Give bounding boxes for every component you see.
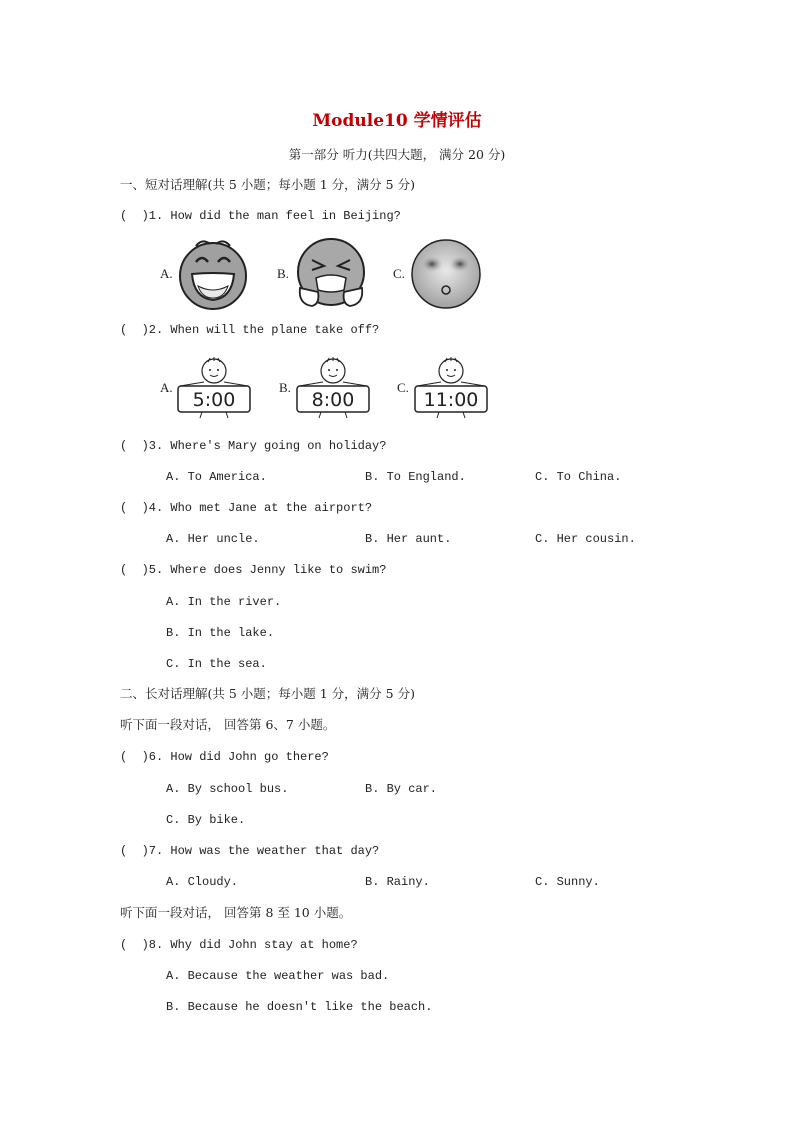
happy-face-icon [176, 236, 250, 312]
q2-time-b: 8:00 [311, 389, 355, 411]
q6-option-c: C. By bike. [166, 813, 246, 827]
q5-text: ( )5. Where does Jenny like to swim? [120, 563, 387, 577]
q2-option-b-label: B. [279, 380, 291, 395]
section2-intro-1: 听下面一段对话， 回答第 6、7 小题。 [120, 717, 336, 732]
q4-text: ( )4. Who met Jane at the airport? [120, 501, 373, 515]
q1-text: ( )1. How did the man feel in Beijing? [120, 209, 401, 223]
q7-text: ( )7. How was the weather that day? [120, 844, 380, 858]
q3-option-c: C. To China. [535, 470, 622, 484]
q1-option-a-label: A. [160, 266, 173, 281]
tired-face-icon [410, 238, 482, 310]
part-subtitle: 第一部分 听力(共四大题， 满分 20 分) [288, 147, 506, 162]
q8-option-b: B. Because he doesn't like the beach. [166, 1000, 433, 1014]
q1-option-b-label: B. [277, 266, 289, 281]
q7-option-a: A. Cloudy. [166, 875, 239, 889]
q3-option-a: A. To America. [166, 470, 267, 484]
q5-option-c: C. In the sea. [166, 657, 267, 671]
section1-header: 一、短对话理解(共 5 小题；每小题 1 分，满分 5 分) [120, 177, 415, 192]
q2-text: ( )2. When will the plane take off? [120, 323, 380, 337]
q4-option-c: C. Her cousin. [535, 532, 636, 546]
q8-option-a: A. Because the weather was bad. [166, 969, 390, 983]
q3-text: ( )3. Where's Mary going on holiday? [120, 439, 387, 453]
q1-option-c-label: C. [393, 266, 405, 281]
q6-text: ( )6. How did John go there? [120, 750, 329, 764]
q6-option-b: B. By car. [365, 782, 438, 796]
q4-option-a: A. Her uncle. [166, 532, 260, 546]
q2-option-a-label: A. [160, 380, 173, 395]
q7-option-c: C. Sunny. [535, 875, 600, 889]
worried-face-icon [294, 238, 368, 310]
q8-text: ( )8. Why did John stay at home? [120, 938, 358, 952]
q5-option-a: A. In the river. [166, 595, 282, 609]
page-title: Module10 学情评估 [312, 111, 482, 131]
q4-option-b: B. Her aunt. [365, 532, 452, 546]
section2-intro-2: 听下面一段对话， 回答第 8 至 10 小题。 [120, 905, 352, 920]
q2-time-c: 11:00 [423, 389, 479, 411]
q5-option-b: B. In the lake. [166, 626, 275, 640]
q2-time-a: 5:00 [192, 389, 236, 411]
section2-header: 二、长对话理解(共 5 小题；每小题 1 分，满分 5 分) [120, 686, 415, 701]
q3-option-b: B. To England. [365, 470, 466, 484]
q2-option-c-label: C. [397, 380, 409, 395]
q7-option-b: B. Rainy. [365, 875, 430, 889]
q6-option-a: A. By school bus. [166, 782, 289, 796]
